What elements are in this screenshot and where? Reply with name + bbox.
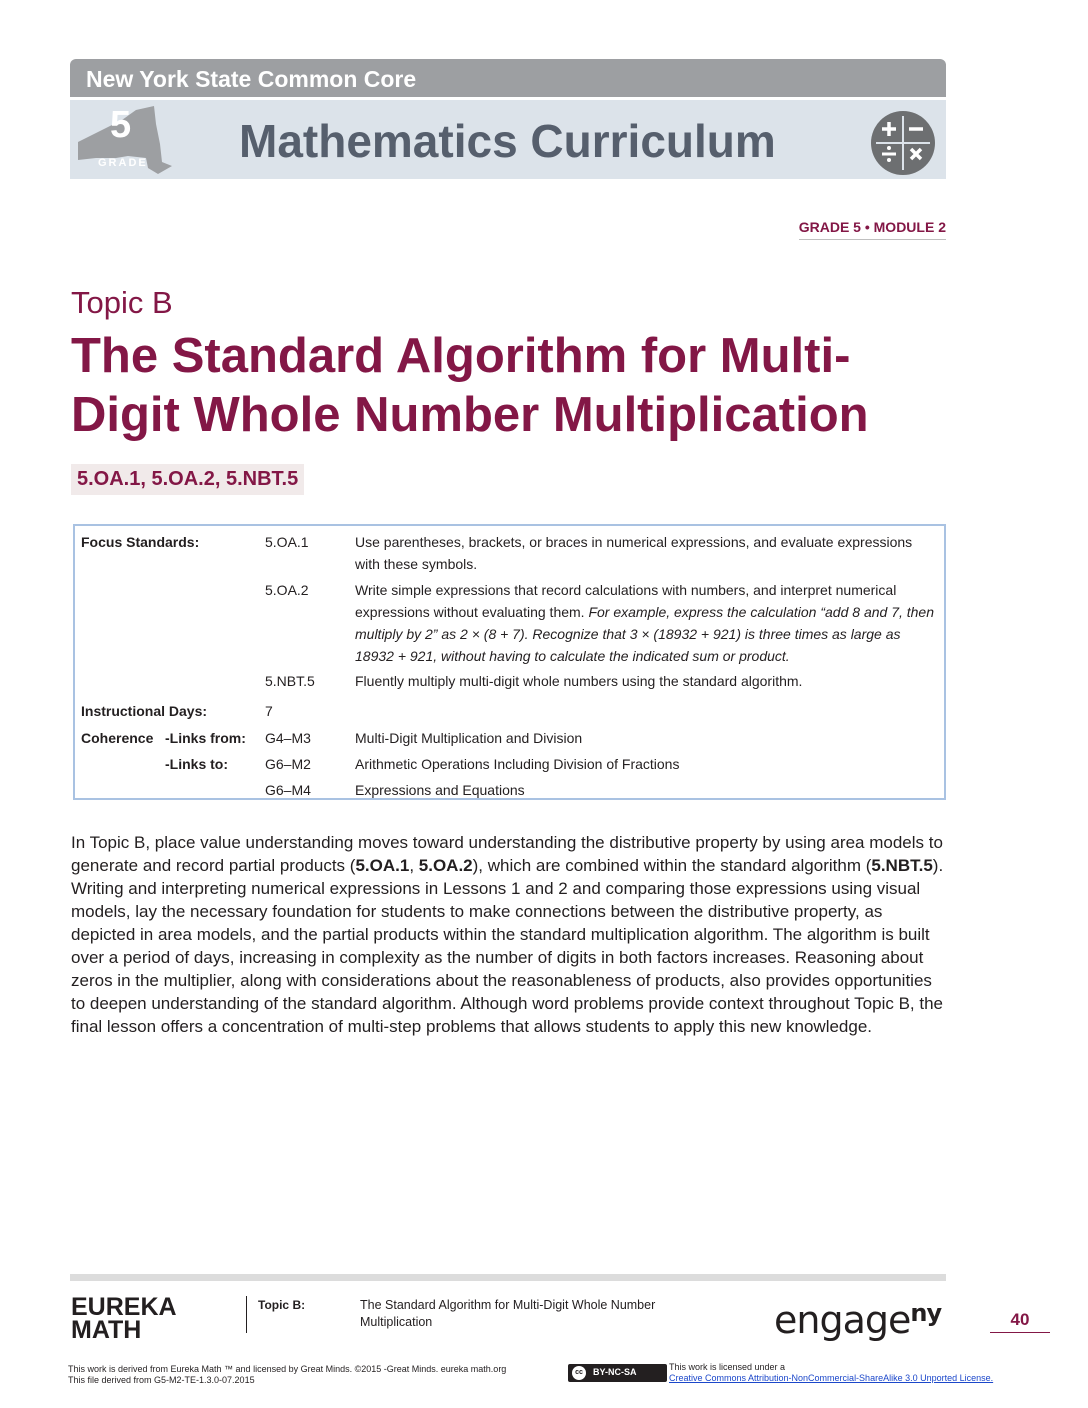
paragraph-text: ), which are combined within the standard algorithm ( — [472, 856, 872, 875]
topic-title: The Standard Algorithm for Multi-Digit Whole Number Multiplication — [71, 329, 869, 442]
standard-ref: 5.NBT.5 — [871, 856, 933, 875]
curriculum-banner — [70, 100, 946, 179]
instructional-days-value: 7 — [265, 703, 273, 719]
standard-text: Write simple expressions that record calculations with numbers, and interpret numerical expressions without evaluating them. — [355, 582, 897, 620]
creative-commons-badge — [568, 1364, 667, 1382]
standard-code: 5.OA.1 — [265, 534, 309, 550]
banner-title: New York State Common Core — [86, 66, 417, 92]
footer-rule — [70, 1274, 946, 1281]
topic-overview-paragraph — [71, 831, 947, 1038]
link-code: G4–M3 — [265, 730, 311, 746]
link-description: Multi-Digit Multiplication and Division — [355, 730, 583, 746]
standards-info-box — [73, 524, 946, 800]
paragraph-text: In Topic B, place value understanding moves toward understanding the distributive property by using area models to generate and record partial products ( — [71, 833, 943, 875]
topic-label: Topic B — [71, 285, 173, 320]
standard-ref: 5.OA.2 — [418, 856, 473, 875]
license-line: This work is licensed under a — [669, 1362, 786, 1372]
license-link[interactable]: Creative Commons Attribution-NonCommercial-ShareAlike 3.0 Unported License. — [669, 1373, 994, 1383]
engageny-logo — [774, 1298, 941, 1342]
cc-badge-text: BY-NC-SA — [593, 1367, 637, 1377]
footer-divider — [246, 1296, 247, 1333]
standard-code: 5.NBT.5 — [265, 673, 315, 689]
standard-code: 5.OA.2 — [265, 582, 309, 598]
math-operations-icon — [870, 110, 936, 176]
derived-line: This file derived from G5-M2-TE-1.3.0-07.2015 — [68, 1375, 255, 1385]
link-code: G6–M4 — [265, 782, 311, 798]
grade-number: 5 — [110, 104, 132, 146]
ny-text: ny — [910, 1299, 942, 1327]
coherence-label: Coherence — [81, 730, 154, 746]
link-description: Expressions and Equations — [355, 782, 525, 798]
standard-ref: 5.OA.1 — [355, 856, 410, 875]
standards-badge: 5.OA.1, 5.OA.2, 5.NBT.5 — [71, 464, 304, 495]
header-banner — [70, 59, 946, 97]
eureka-logo-line1: EUREKA — [71, 1293, 177, 1321]
curriculum-title: Mathematics Curriculum — [239, 115, 776, 167]
paragraph-separator: , — [409, 856, 419, 875]
license-notice — [669, 1362, 993, 1384]
derived-line: This work is derived from Eureka Math ™ and licensed by Great Minds. ©2015 -Great Minds. eureka math.org — [68, 1364, 507, 1374]
standard-description — [355, 579, 940, 667]
derived-notice — [68, 1364, 506, 1386]
eureka-math-logo — [71, 1293, 177, 1344]
module-label: GRADE 5 • MODULE 2 — [799, 219, 946, 240]
instructional-days-label: Instructional Days: — [81, 703, 208, 719]
standard-description: Use parentheses, brackets, or braces in numerical expressions, and evaluate expressions with these symbols. — [355, 534, 913, 572]
standard-example: For example, express the calculation “add 8 and 7, then multiply by 2” as 2 × (8 + 7). Recognize that 3 × (18932 + 921) is three times as large as 18932 + 921, without having to calculate the indicated sum or product. — [355, 604, 935, 664]
links-to-label: -Links to: — [165, 756, 228, 772]
cc-icon: cc — [572, 1366, 586, 1380]
focus-standards-label: Focus Standards: — [81, 534, 200, 550]
paragraph-text: ). Writing and interpreting numerical expressions in Lessons 1 and 2 and comparing those expressions using visual models, lay the necessary foundation for students to make connections between the distributive property, as depicted in area models, and the partial products within the standard multiplication algorithm. The algorithm is built over a period of days, increasing in complexity as the number of digits in both factors increases. Reasoning about zeros in the multiplier, along with considerations about the reasonableness of products, also provides opportunities to deepen understanding of the standard algorithm. Although word problems provide context throughout Topic B, the final lesson offers a concentration of multi-step problems that allows students to apply this new knowledge. — [71, 856, 944, 1036]
page-number: 40 — [990, 1310, 1050, 1333]
grade-word: GRADE — [98, 157, 148, 169]
link-code: G6–M2 — [265, 756, 311, 772]
footer-topic-label: Topic B: — [258, 1298, 306, 1312]
standard-description: Fluently multiply multi-digit whole numbers using the standard algorithm. — [355, 673, 803, 689]
footer-topic-title: The Standard Algorithm for Multi-Digit Whole Number Multiplication — [360, 1298, 656, 1329]
eureka-logo-line2: MATH — [71, 1316, 142, 1344]
links-from-label: -Links from: — [165, 730, 246, 746]
engage-text: engage — [774, 1298, 911, 1342]
link-description: Arithmetic Operations Including Division of Fractions — [355, 756, 680, 772]
